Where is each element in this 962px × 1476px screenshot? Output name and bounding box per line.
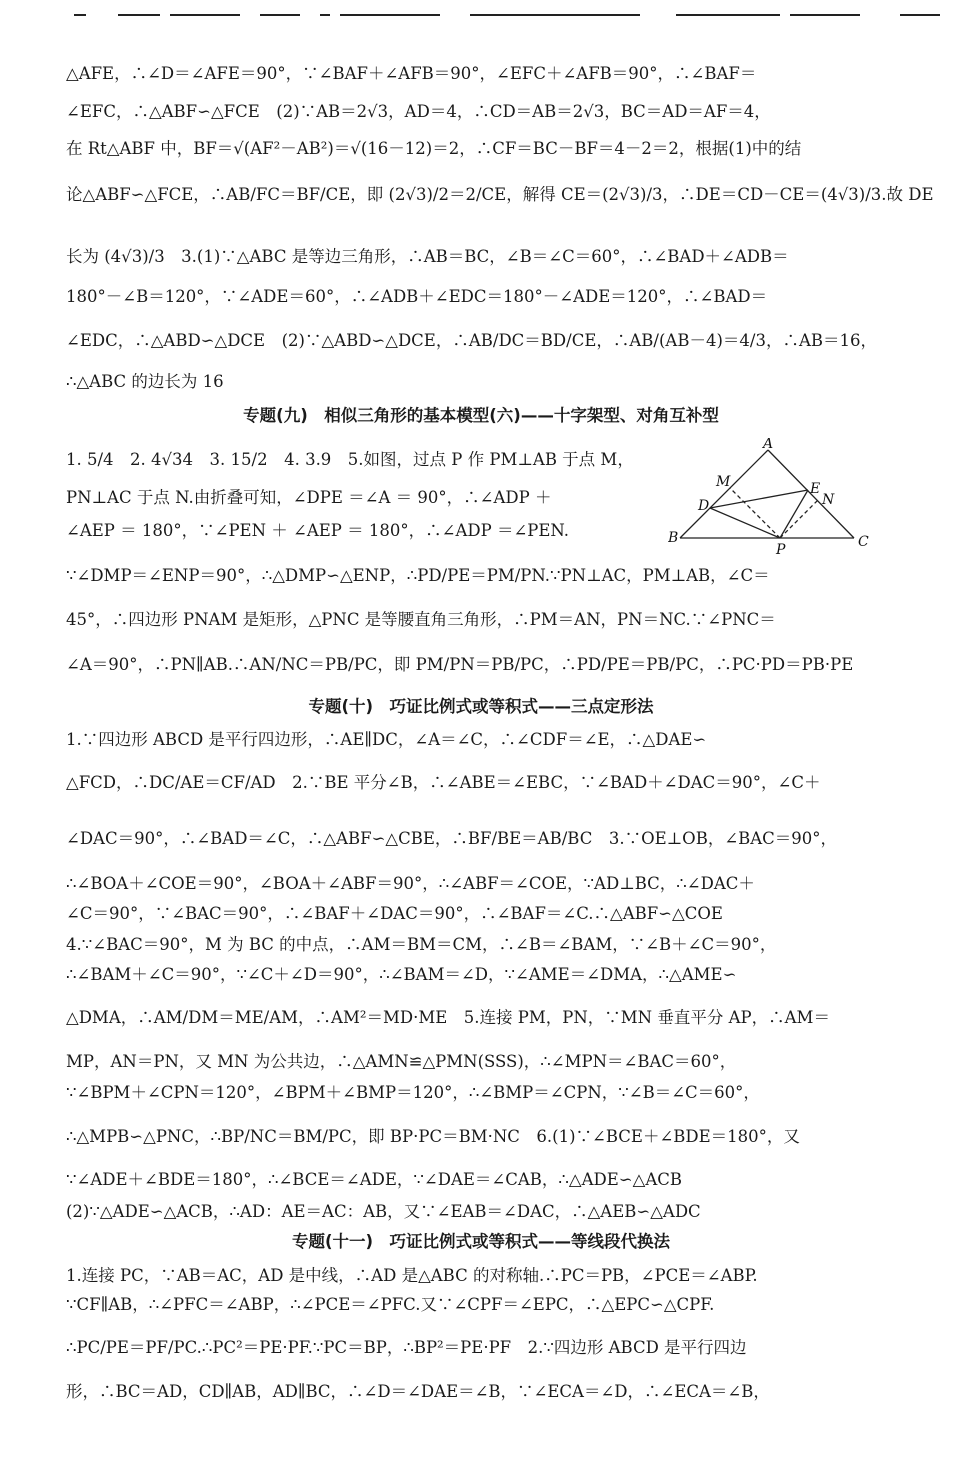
text-line: ∠DAC＝90°，∴∠BAD＝∠C，∴△ABF∽△CBE，∴BF/BE＝AB/BC 3.∵OE⊥OB，∠BAC＝90°， — [66, 829, 838, 848]
text-line: ∵∠BPM＋∠CPN＝120°，∠BPM＋∠BMP＝120°，∴∠BMP＝∠CPN，∵∠B＝∠C＝60°， — [66, 1083, 760, 1102]
text-line: ∴△MPB∽△PNC，∴BP/NC＝BM/PC，即 BP·PC＝BM·NC 6.(1)∵∠BCE＋∠BDE＝180°，又 — [66, 1127, 800, 1146]
text-line: MP，AN＝PN，又 MN 为公共边，∴△AMN≌△PMN(SSS)，∴∠MPN＝∠BAC＝60°， — [66, 1052, 737, 1071]
label-p: P — [776, 542, 786, 556]
section-heading-9: 专题(九) 相似三角形的基本模型(六)——十字架型、对角互补型 — [243, 406, 719, 425]
text-line: △DMA，∴AM/DM＝ME/AM，∴AM²＝MD·ME 5.连接 PM，PN，∵MN 垂直平分 AP，∴AM＝ — [66, 1008, 830, 1027]
text-line: 长为 (4√3)/3 3.(1)∵△ABC 是等边三角形，∴AB＝BC，∠B＝∠C＝60°，∴∠BAD＋∠ADB＝ — [66, 247, 789, 266]
text-line: 1.∵四边形 ABCD 是平行四边形，∴AE∥DC，∠A＝∠C，∴∠CDF＝∠E，∴△DAE∽ — [66, 730, 707, 749]
text-line: △AFE，∴∠D＝∠AFE＝90°，∵∠BAF＋∠AFB＝90°，∠EFC＋∠AFB＝90°，∴∠BAF＝ — [66, 64, 757, 83]
section-heading-10: 专题(十) 巧证比例式或等积式——三点定形法 — [308, 697, 654, 716]
segment-dp — [710, 508, 780, 538]
text-line: ∵∠ADE＋∠BDE＝180°，∴∠BCE＝∠ADE，∵∠DAE＝∠CAB，∴△ADE∽△ACB — [66, 1170, 682, 1189]
segment-ep — [780, 490, 808, 538]
text-line: ∴PC/PE＝PF/PC.∴PC²＝PE·PF.∵PC＝BP，∴BP²＝PE·PF 2.∵四边形 ABCD 是平行四边 — [66, 1338, 747, 1357]
text-line: △FCD，∴DC/AE＝CF/AD 2.∵BE 平分∠B，∴∠ABE＝∠EBC，∵∠BAD＋∠DAC＝90°，∠C＋ — [66, 773, 821, 792]
text-line: 1.连接 PC，∵AB＝AC，AD 是中线，∴AD 是△ABC 的对称轴.∴PC＝PB，∠PCE＝∠ABP. — [66, 1266, 758, 1285]
text-line: ∠EDC，∴△ABD∽△DCE (2)∵△ABD∽△DCE，∴AB/DC＝BD/CE，∴AB/(AB－4)＝4/3，∴AB＝16， — [66, 331, 877, 350]
text-line: 45°，∴四边形 PNAM 是矩形，△PNC 是等腰直角三角形，∴PM＝AN，PN＝NC.∵∠PNC＝ — [66, 610, 776, 629]
text-line: (2)∵△ADE∽△ACB，∴AD：AE＝AC：AB，又∵∠EAB＝∠DAC，∴△AEB∽△ADC — [66, 1202, 701, 1221]
segment-ab — [680, 450, 768, 538]
label-d: D — [698, 498, 710, 514]
top-dashed-rule — [0, 8, 962, 22]
label-c: C — [858, 534, 869, 550]
section-heading-11: 专题(十一) 巧证比例式或等积式——等线段代换法 — [291, 1232, 671, 1251]
text-line: ∠EFC，∴△ABF∽△FCE (2)∵AB＝2√3，AD＝4，∴CD＝AB＝2√3，BC＝AD＝AF＝4， — [66, 102, 771, 121]
text-line: ∵CF∥AB，∴∠PFC＝∠ABP，∴∠PCE＝∠PFC.又∵∠CPF＝∠EPC，∴△EPC∽△CPF. — [66, 1295, 715, 1314]
label-b: B — [668, 530, 679, 546]
text-line: ∴∠BOA＋∠COE＝90°，∠BOA＋∠ABF＝90°，∴∠ABF＝∠COE，∵AD⊥BC，∴∠DAC＋ — [66, 874, 755, 893]
text-line: 形，∴BC＝AD，CD∥AB，AD∥BC，∴∠D＝∠DAE＝∠B，∵∠ECA＝∠D，∴∠ECA＝∠B， — [66, 1382, 770, 1401]
text-line: ∴∠BAM＋∠C＝90°，∵∠C＋∠D＝90°，∴∠BAM＝∠D，∵∠AME＝∠DMA，∴△AME∽ — [66, 965, 737, 984]
text-line: 在 Rt△ABF 中，BF＝√(AF²－AB²)＝√(16－12)＝2，∴CF＝BC－BF＝4－2＝2，根据(1)中的结 — [66, 139, 802, 158]
text-line: ∠AEP ＝ 180°，∵∠PEN ＋ ∠AEP ＝ 180°，∴∠ADP ＝∠PEN. — [66, 521, 570, 540]
text-line: PN⊥AC 于点 N.由折叠可知，∠DPE ＝∠A ＝ 90°，∴∠ADP ＋ — [66, 488, 552, 507]
text-line: ∠C＝90°，∵∠BAC＝90°，∴∠BAF＋∠DAC＝90°，∴∠BAF＝∠C.∴△ABF∽△COE — [66, 904, 723, 923]
text-line: 4.∵∠BAC＝90°，M 为 BC 的中点，∴AM＝BM＝CM，∴∠B＝∠BAM，∵∠B＋∠C＝90°， — [66, 935, 777, 954]
text-line: ∴△ABC 的边长为 16 — [66, 372, 224, 391]
label-n: N — [822, 492, 835, 508]
text-line: 1. 5/4 2. 4√34 3. 15/2 4. 3.9 5.如图，过点 P 作 PM⊥AB 于点 M， — [66, 450, 634, 469]
geometry-figure — [668, 438, 874, 556]
label-m: M — [716, 474, 731, 490]
text-line: 论△ABF∽△FCE，∴AB/FC＝BF/CE，即 (2√3)/2＝2/CE，解得 CE＝(2√3)/3，∴DE＝CD－CE＝(4√3)/3.故 DE — [66, 185, 934, 204]
text-line: 180°－∠B＝120°，∵∠ADE＝60°，∴∠ADB＋∠EDC＝180°－∠ADE＝120°，∴∠BAD＝ — [66, 287, 768, 306]
label-a: A — [763, 438, 774, 452]
text-line: ∵∠DMP＝∠ENP＝90°，∴△DMP∽△ENP，∴PD/PE＝PM/PN.∵PN⊥AC，PM⊥AB，∠C＝ — [66, 566, 770, 585]
segment-pm — [730, 488, 780, 538]
label-e: E — [810, 481, 821, 497]
text-line: ∠A＝90°，∴PN∥AB.∴AN/NC＝PB/PC，即 PM/PN＝PB/PC，∴PD/PE＝PB/PC，∴PC·PD＝PB·PE — [66, 655, 854, 674]
